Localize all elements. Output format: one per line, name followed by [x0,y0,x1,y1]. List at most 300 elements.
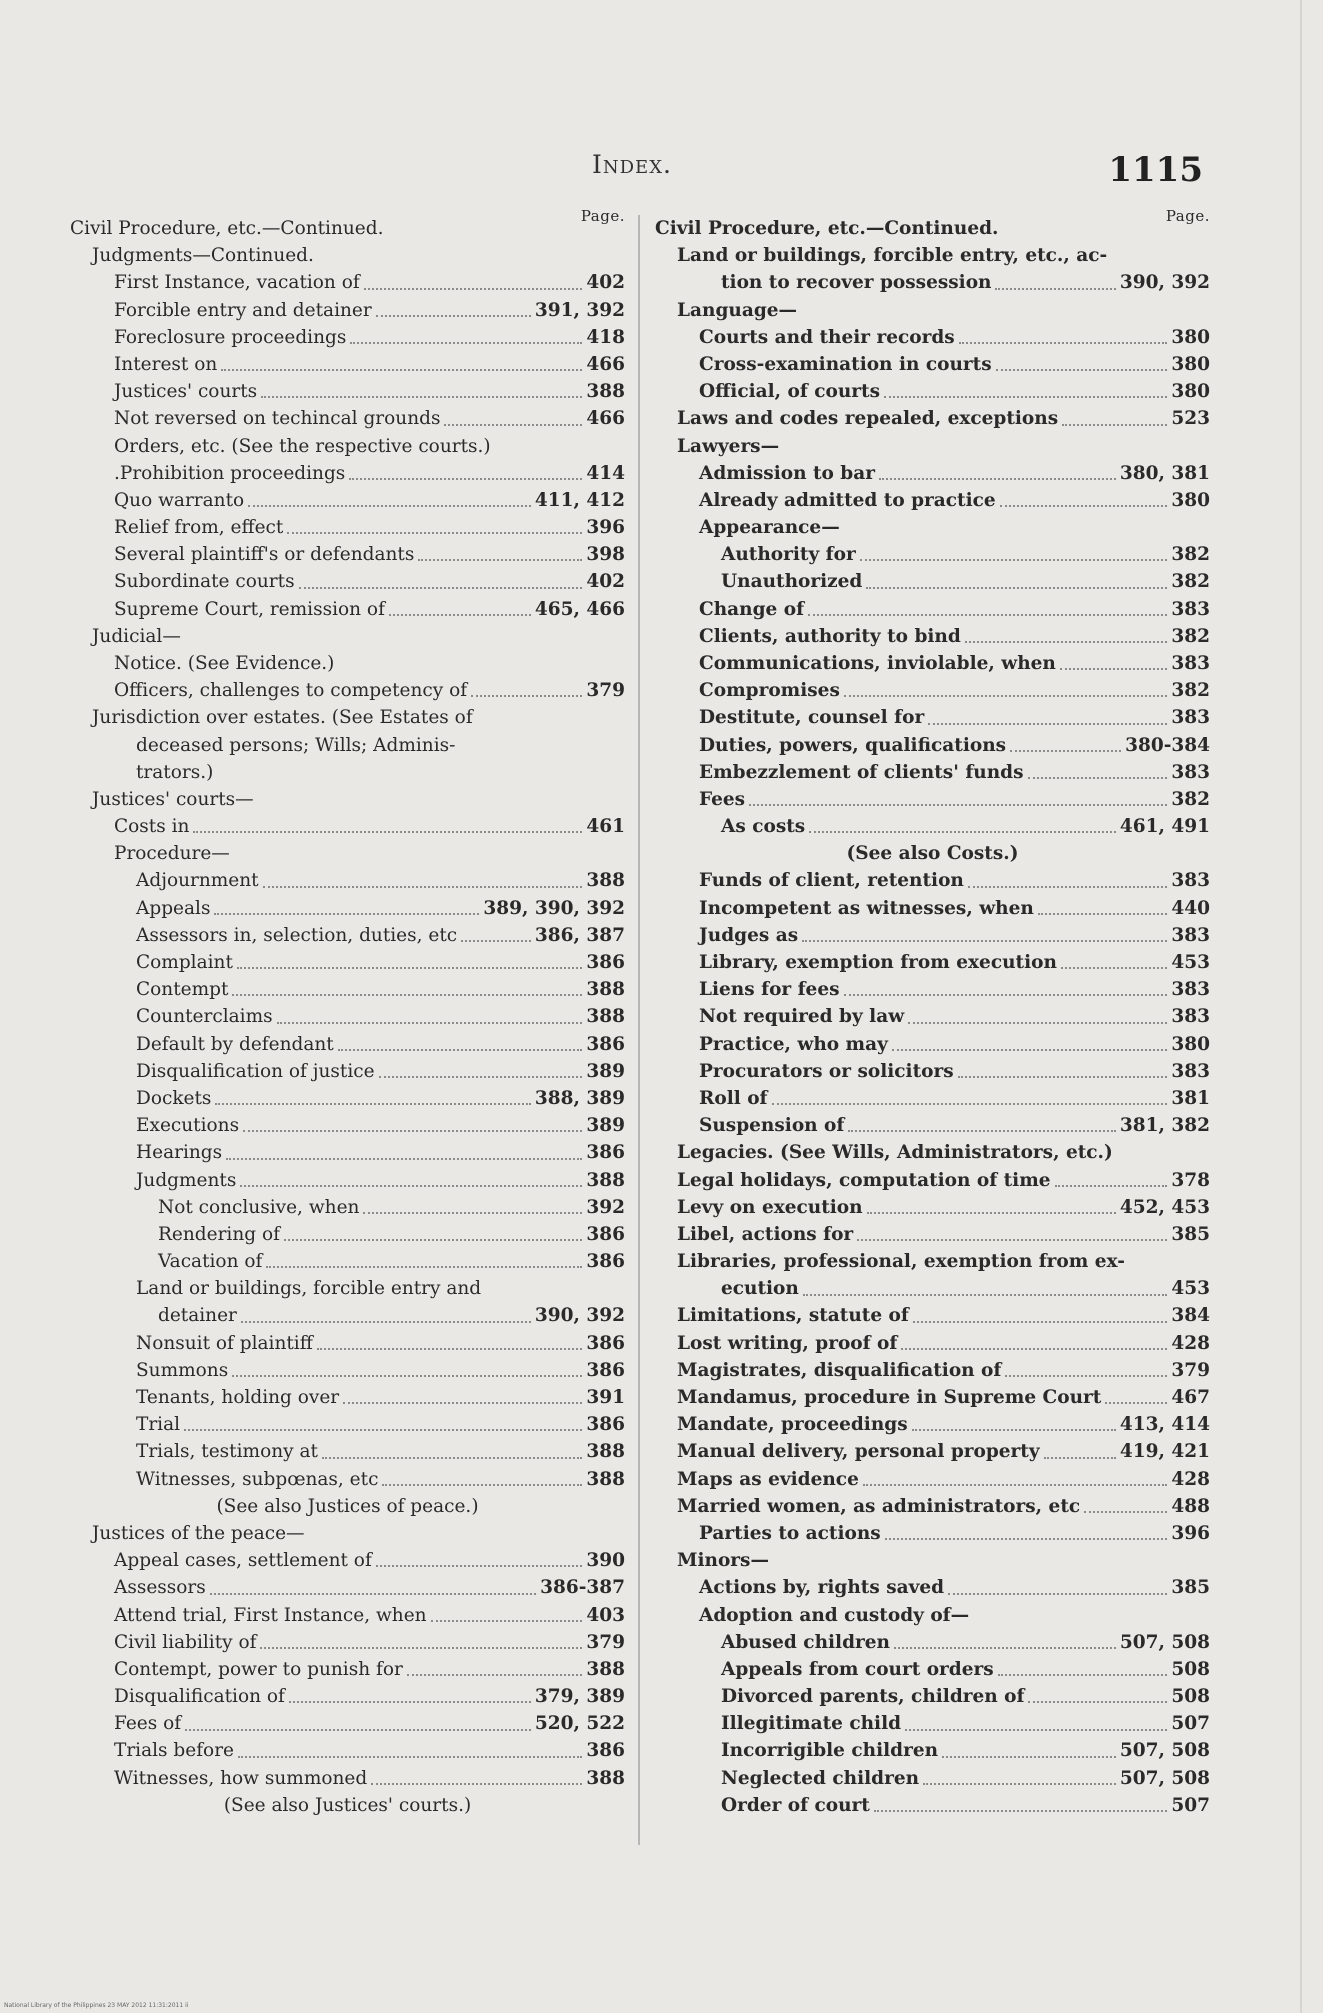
index-entry [70,541,625,568]
index-entry [655,487,1210,514]
dot-leader [287,532,582,534]
entry-label: Relief from, effect [114,517,284,539]
index-entry [70,460,625,487]
entry-page-ref: 379 [586,1631,625,1653]
index-entry [70,1058,625,1085]
entry-page-ref: 508 [1171,1686,1210,1708]
entry-page-ref: 383 [1171,1060,1210,1082]
dot-leader [844,994,1168,996]
entry-page-ref: 388 [586,1468,625,1490]
index-heading: Minors— [677,1550,769,1572]
entry-label: Liens for fees [699,979,840,1001]
index-entry [70,1466,625,1493]
entry-page-ref: 508 [1171,1658,1210,1680]
dot-leader [749,804,1167,806]
entry-label: Neglected children [721,1767,920,1789]
index-entry [655,541,1210,568]
entry-page-ref: 388, 389 [534,1087,625,1109]
entry-label: Appeals [136,897,211,919]
entry-page-ref: 381, 382 [1119,1115,1210,1137]
index-entry [655,895,1210,922]
entry-page-ref: 418 [586,326,625,348]
dot-leader [248,505,531,507]
index-entry [70,1031,625,1058]
index-entry [70,1411,625,1438]
entry-label: Libel, actions for [677,1223,854,1245]
dot-leader [364,288,583,290]
index-entry [655,677,1210,704]
entry-label: Clients, authority to bind [699,625,961,647]
entry-page-ref: 507, 508 [1119,1631,1210,1653]
dot-leader [908,1022,1167,1024]
index-entry [655,1683,1210,1710]
entry-label: Tenants, holding over [136,1387,340,1409]
entry-page-ref: 452, 453 [1119,1196,1210,1218]
see-also-note: (See also Justices' courts.) [223,1794,472,1816]
index-entry [70,1357,625,1384]
index-entry [70,324,625,351]
dot-leader [948,1593,1167,1595]
entry-label: Vacation of [158,1251,263,1273]
page-fold [1300,0,1302,2013]
right-index-lines [655,215,1210,1819]
entry-label: Compromises [699,680,840,702]
dot-leader [379,1076,583,1078]
dot-leader [266,1266,582,1268]
dot-leader [289,1701,531,1703]
index-entry [655,732,1210,759]
index-entry [655,1520,1210,1547]
index-entry [655,1411,1210,1438]
index-entry [70,1683,625,1710]
dot-leader [389,614,531,616]
entry-page-ref: 380 [1171,489,1210,511]
entry-page-ref: 414 [586,462,625,484]
entry-page-ref: 440 [1171,897,1210,919]
entry-label: Embezzlement of clients' funds [699,761,1024,783]
index-entry [655,976,1210,1003]
dot-leader [444,424,582,426]
dot-leader [1005,1375,1167,1377]
left-index-lines [70,215,625,1819]
dot-leader [901,1348,1167,1350]
index-entry [655,1003,1210,1030]
dot-leader [923,1783,1116,1785]
dot-leader [772,1103,1168,1105]
entry-label: Limitations, statute of [677,1305,909,1327]
entry-label: detainer [158,1305,237,1327]
dot-leader [210,1593,536,1595]
index-entry [655,704,1210,731]
entry-page-ref: 380 [1171,381,1210,403]
entry-label: .Prohibition proceedings [114,462,346,484]
entry-page-ref: 381 [1171,1087,1210,1109]
entry-label: Already admitted to practice [699,489,996,511]
entry-page-ref: 378 [1171,1169,1210,1191]
entry-page-ref: 385 [1171,1577,1210,1599]
entry-page-ref: 398 [586,544,625,566]
index-entry [655,378,1210,405]
entry-page-ref: 465, 466 [534,598,625,620]
dot-leader [382,1484,582,1486]
entry-page-ref: 382 [1171,544,1210,566]
dot-leader [968,886,1168,888]
entry-label: Actions by, rights saved [699,1577,945,1599]
dot-leader [243,1130,582,1132]
entry-page-ref: 380, 381 [1119,462,1210,484]
entry-label: Procurators or solicitors [699,1060,954,1082]
dot-leader [995,288,1115,290]
dot-leader [874,1810,1168,1812]
entry-label: Counterclaims [136,1006,273,1028]
entry-page-ref: 466 [586,408,625,430]
page-number: 1115 [1108,150,1203,190]
dot-leader [317,1348,583,1350]
entry-page-ref: 391 [586,1387,625,1409]
entry-page-ref: 383 [1171,761,1210,783]
dot-leader [232,1375,582,1377]
index-entry [70,1547,625,1574]
index-entry [655,1357,1210,1384]
entry-label: Authority for [721,544,856,566]
index-entry [70,1438,625,1465]
dot-leader [905,1729,1167,1731]
entry-label: Married women, as administrators, etc [677,1495,1081,1517]
entry-label: Duties, powers, qualifications [699,734,1007,756]
index-heading: Language— [677,299,798,321]
entry-label: ecution [721,1278,799,1300]
entry-label: Several plaintiff's or defendants [114,544,415,566]
index-heading: Judicial— [92,625,181,647]
right-column [655,207,1210,1819]
index-entry [70,487,625,514]
index-entry [655,1058,1210,1085]
dot-leader [857,1239,1167,1241]
index-heading: Procedure— [114,843,230,865]
dot-leader [407,1674,583,1676]
dot-leader [221,369,582,371]
dot-leader [376,1565,583,1567]
dot-leader [1038,913,1168,915]
entry-page-ref: 428 [1171,1332,1210,1354]
dot-leader [965,641,1168,643]
entry-label: Subordinate courts [114,571,295,593]
entry-label: Supreme Court, remission of [114,598,385,620]
dot-leader [371,1783,582,1785]
index-entry [70,813,625,840]
index-heading: Appearance— [699,517,840,539]
index-entry [70,677,625,704]
index-entry [70,868,625,895]
index-entry [70,1248,625,1275]
entry-page-ref: 379, 389 [534,1686,625,1708]
entry-label: Abused children [721,1631,890,1653]
index-entry [70,1139,625,1166]
index-entry [70,1167,625,1194]
entry-page-ref: 461 [586,816,625,838]
entry-label: Appeals from court orders [721,1658,994,1680]
entry-label: Disqualification of justice [136,1060,375,1082]
dot-leader [848,1130,1116,1132]
index-entry [70,297,625,324]
entry-label: tion to recover possession [721,272,992,294]
entry-page-ref: 380 [1171,1033,1210,1055]
dot-leader [1000,505,1168,507]
index-entry [655,1792,1210,1819]
entry-page-ref: 389 [586,1115,625,1137]
index-heading: Civil Procedure, etc.—Continued. [655,218,999,239]
entry-page-ref: 386 [586,1223,625,1245]
index-entry [70,1003,625,1030]
index-heading: Orders, etc. (See the respective courts.) [114,435,491,457]
entry-label: Rendering of [158,1223,280,1245]
entry-page-ref: 380 [1171,326,1210,348]
entry-label: Practice, who may [699,1033,888,1055]
index-entry [70,1710,625,1737]
entry-page-ref: 453 [1171,1278,1210,1300]
entry-page-ref: 386-387 [540,1577,625,1599]
dot-leader [1060,668,1168,670]
entry-page-ref: 388 [586,1658,625,1680]
dot-leader [809,831,1116,833]
entry-label: Parties to actions [699,1522,881,1544]
entry-page-ref: 382 [1171,571,1210,593]
left-column [70,207,625,1819]
index-entry [70,378,625,405]
index-entry [655,1493,1210,1520]
entry-label: Magistrates, disqualification of [677,1359,1002,1381]
dot-leader [867,1212,1116,1214]
entry-label: Quo warranto [114,489,245,511]
dot-leader [232,994,582,996]
index-heading: Libraries, professional, exemption from ex- [677,1251,1125,1273]
entry-label: Interest on [114,353,218,375]
index-entry [655,1303,1210,1330]
entry-label: Incorrigible children [721,1740,939,1762]
entry-label: Not required by law [699,1006,905,1028]
index-entry [655,1629,1210,1656]
entry-page-ref: 386 [586,1332,625,1354]
entry-page-ref: 388 [586,870,625,892]
entry-label: Appeal cases, settlement of [114,1550,372,1572]
entry-page-ref: 386 [586,952,625,974]
dot-leader [471,695,582,697]
index-heading: Civil Procedure, etc.—Continued. [70,218,384,239]
index-entry [70,1194,625,1221]
entry-page-ref: 390 [586,1550,625,1572]
entry-page-ref: 385 [1171,1223,1210,1245]
entry-label: Not reversed on techincal grounds [114,408,441,430]
entry-label: Trials, testimony at [136,1441,318,1463]
entry-page-ref: 388 [586,979,625,1001]
entry-label: Maps as evidence [677,1468,859,1490]
entry-label: Disqualification of [114,1686,285,1708]
entry-page-ref: 384 [1171,1305,1210,1327]
entry-label: Witnesses, how summoned [114,1767,368,1789]
entry-label: Assessors in, selection, duties, etc [136,924,458,946]
dot-leader [226,1158,582,1160]
entry-page-ref: 386, 387 [534,924,625,946]
index-entry [70,1303,625,1330]
index-entry [655,405,1210,432]
entry-page-ref: 388 [586,1441,625,1463]
entry-page-ref: 380-384 [1125,734,1210,756]
index-entry [70,1112,625,1139]
entry-page-ref: 390, 392 [1119,272,1210,294]
entry-page-ref: 523 [1171,408,1210,430]
dot-leader [461,940,531,942]
index-entry [655,1765,1210,1792]
entry-label: Mandate, proceedings [677,1414,908,1436]
entry-label: Adjournment [136,870,259,892]
entry-label: Judges as [699,924,799,946]
entry-label: Not conclusive, when [158,1196,360,1218]
index-entry [655,1085,1210,1112]
index-entry [70,922,625,949]
entry-label: Lost writing, proof of [677,1332,898,1354]
column-divider [638,215,640,1845]
entry-page-ref: 467 [1171,1387,1210,1409]
entry-label: Foreclosure proceedings [114,326,347,348]
entry-label: Fees [699,788,746,810]
entry-label: Civil liability of [114,1631,257,1653]
entry-page-ref: 386 [586,1740,625,1762]
entry-page-ref: 388 [586,381,625,403]
index-heading: trators.) [136,761,214,783]
entry-page-ref: 402 [586,272,625,294]
entry-page-ref: 390, 392 [534,1305,625,1327]
entry-page-ref: 386 [586,1359,625,1381]
dot-leader [214,913,479,915]
scan-credit: National Library of the Philippines 23 MAY 2012 11:31:2011 ii [4,2002,189,2009]
entry-page-ref: 396 [586,517,625,539]
entry-page-ref: 396 [1171,1522,1210,1544]
page-column-label: Page. [580,207,625,225]
index-entry [655,623,1210,650]
index-heading: deceased persons; Wills; Adminis- [136,734,456,756]
index-entry [70,1656,625,1683]
dot-leader [885,1538,1168,1540]
dot-leader [350,342,582,344]
entry-page-ref: 383 [1171,924,1210,946]
dot-leader [958,1076,1168,1078]
index-entry [655,324,1210,351]
index-entry [70,976,625,1003]
dot-leader [284,1239,582,1241]
entry-page-ref: 386 [586,1251,625,1273]
dot-leader [193,831,582,833]
index-heading: Judgments—Continued. [92,245,314,267]
entry-page-ref: 388 [586,1006,625,1028]
entry-label: Summons [136,1359,229,1381]
entry-label: Manual delivery, personal property [677,1441,1040,1463]
dot-leader [884,396,1167,398]
index-entry [655,949,1210,976]
dot-leader [863,1484,1168,1486]
index-entry [70,269,625,296]
index-entry [70,895,625,922]
index-entry [655,1031,1210,1058]
index-entry [70,1085,625,1112]
dot-leader [1010,750,1121,752]
index-entry [70,1574,625,1601]
entry-label: Contempt [136,979,229,1001]
index-entry [655,1466,1210,1493]
entry-label: Funds of client, retention [699,870,964,892]
entry-label: Witnesses, subpœnas, etc [136,1468,379,1490]
index-entry [70,596,625,623]
dot-leader [299,587,583,589]
index-entry [655,1656,1210,1683]
entry-page-ref: 383 [1171,870,1210,892]
dot-leader [263,886,583,888]
index-entry [655,868,1210,895]
dot-leader [363,1212,582,1214]
entry-label: Roll of [699,1087,768,1109]
dot-leader [185,1729,531,1731]
entry-label: Change of [699,598,805,620]
index-entry [70,568,625,595]
entry-page-ref: 413, 414 [1119,1414,1210,1436]
entry-label: Hearings [136,1142,223,1164]
index-entry [655,568,1210,595]
index-heading: Land or buildings, forcible entry, etc., ac- [677,245,1108,267]
entry-page-ref: 386 [586,1142,625,1164]
entry-label: Cross-examination in courts [699,353,992,375]
index-entry [655,351,1210,378]
entry-page-ref: 382 [1171,788,1210,810]
entry-label: Divorced parents, children of [721,1686,1025,1708]
dot-leader [894,1647,1116,1649]
entry-page-ref: 388 [586,1767,625,1789]
entry-label: Nonsuit of plaintiff [136,1332,313,1354]
entry-label: Costs in [114,816,190,838]
entry-page-ref: 488 [1171,1495,1210,1517]
index-entry [655,596,1210,623]
entry-label: Executions [136,1115,240,1137]
dot-leader [215,1103,530,1105]
dot-leader [912,1429,1116,1431]
dot-leader [860,559,1168,561]
entry-page-ref: 389, 390, 392 [483,897,625,919]
entry-page-ref: 507 [1171,1794,1210,1816]
entry-label: First Instance, vacation of [114,272,360,294]
entry-label: Judgments [136,1169,237,1191]
index-entry [70,514,625,541]
entry-page-ref: 466 [586,353,625,375]
entry-label: Suspension of [699,1115,845,1137]
index-heading: Lawyers— [677,435,780,457]
index-entry [655,813,1210,840]
index-entry [655,1710,1210,1737]
dot-leader [338,1049,583,1051]
entry-label: Official, of courts [699,381,881,403]
index-entry [70,351,625,378]
dot-leader [942,1756,1116,1758]
dot-leader [959,342,1168,344]
entry-label: Forcible entry and detainer [114,299,372,321]
entry-page-ref: 383 [1171,1006,1210,1028]
dot-leader [996,369,1168,371]
index-entry [655,1194,1210,1221]
entry-page-ref: 392 [586,1196,625,1218]
dot-leader [1044,1457,1116,1459]
dot-leader [237,967,582,969]
entry-page-ref: 386 [586,1414,625,1436]
dot-leader [277,1022,583,1024]
entry-page-ref: 389 [586,1060,625,1082]
entry-label: Order of court [721,1794,870,1816]
